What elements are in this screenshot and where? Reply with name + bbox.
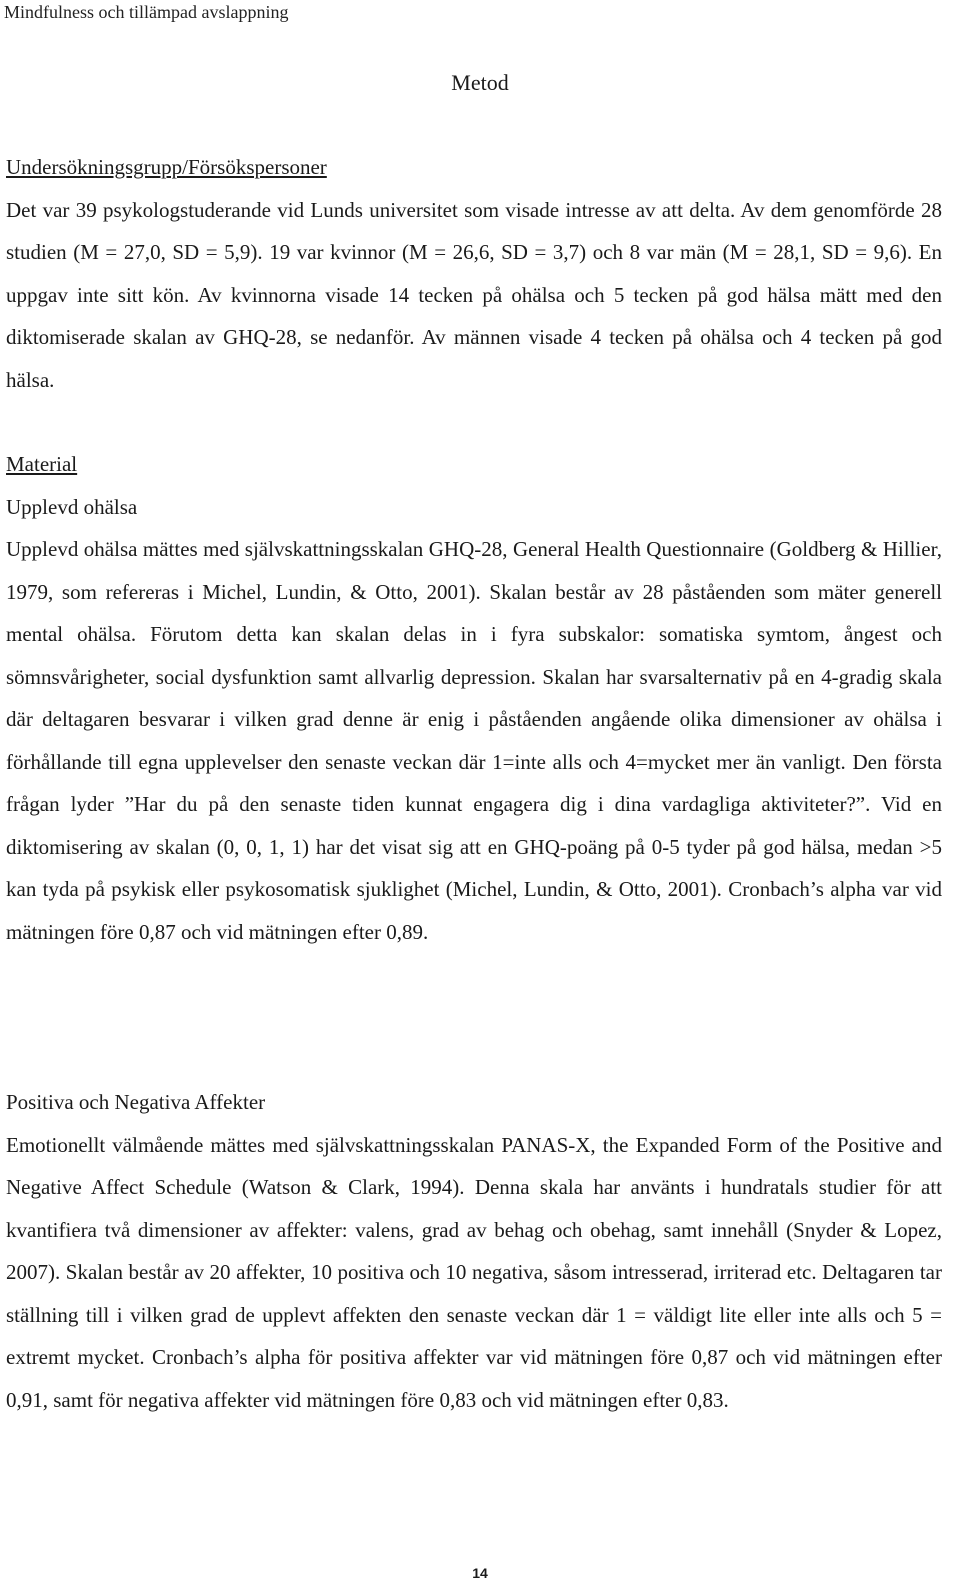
affects-section	[6, 1081, 942, 1421]
material-section	[6, 443, 942, 953]
panas-paragraph: Emotionellt välmående mättes med självskattningsskalan PANAS-X, the Expanded Form of the Positive and Negative Affect Schedule (Watson & Clark, 1994). Denna skala har använts i hundratals studier för att kvantifiera två dimensioner av affekter: valens, grad av behag och obehag, samt innehåll (Snyder & Lopez, 2007). Skalan består av 20 affekter, 10 positiva och 10 negativa, såsom intresserad, irriterad etc. Deltagaren tar ställning till i vilken grad de upplevt affekten den senaste veckan där 1 = väldigt lite eller inte alls och 5 = extremt mycket. Cronbach’s alpha för positiva affekter var vid mätningen före 0,87 och vid mätningen efter 0,91, samt för negativa affekter vid mätningen före 0,83 och vid mätningen efter 0,83.	[6, 1132, 942, 1412]
panas-subheading: Positiva och Negativa Affekter	[6, 1090, 266, 1114]
participants-paragraph: Det var 39 psykologstuderande vid Lunds universitet som visade intresse av att delta. Av dem genomförde 28 studien (M = 27,0, SD = 5,9). 19 var kvinnor (M = 26,6, SD = 3,7) och 8 var män (M = 28,1, SD = 9,6). En uppgav inte sitt kön. Av kvinnorna visade 14 tecken på ohälsa och 5 tecken på god hälsa mätt med den diktomiserade skalan av GHQ-28, se nedanför. Av männen visade 4 tecken på ohälsa och 4 tecken på god hälsa.	[6, 197, 942, 392]
section-title: Metod	[451, 70, 509, 95]
ghq-subheading: Upplevd ohälsa	[6, 494, 138, 519]
page-number: 14	[472, 1565, 488, 1581]
participants-section	[6, 146, 942, 401]
material-heading: Material	[6, 452, 78, 476]
ghq-paragraph: Upplevd ohälsa mättes med självskattningsskalan GHQ-28, General Health Questionnaire (Goldberg & Hillier, 1979, som refereras i Michel, Lundin, & Otto, 2001). Skalan består av 28 påståenden som mäter generell mental ohälsa. Förutom detta kan skalan delas in i fyra subskalor: somatiska symtom, ångest och sömnsvårigheter, social dysfunktion samt allvarlig depression. Skalan har svarsalternativ på en 4-gradig skala där deltagaren besvarar i vilken grad denne är enig i påståenden angående olika dimensioner av ohälsa i förhållande till egna upplevelser den senaste veckan där 1=inte alls och 4=mycket mer än vanligt. Den första frågan lyder ”Har du på den senaste tiden kunnat engagera dig i dina vardagliga aktiviteter?”. Vid en diktomisering av skalan (0, 0, 1, 1) har det visat sig att en GHQ-poäng på 0-5 tyder på god hälsa, medan >5 kan tyda på psykisk eller psykosomatisk sjuklighet (Michel, Lundin, & Otto, 2001). Cronbach’s alpha var vid mätningen före 0,87 och vid mätningen efter 0,89.	[6, 537, 942, 944]
participants-heading: Undersökningsgrupp/Försökspersoner	[6, 155, 327, 179]
running-head: Mindfulness och tillämpad avslappning	[4, 2, 289, 22]
